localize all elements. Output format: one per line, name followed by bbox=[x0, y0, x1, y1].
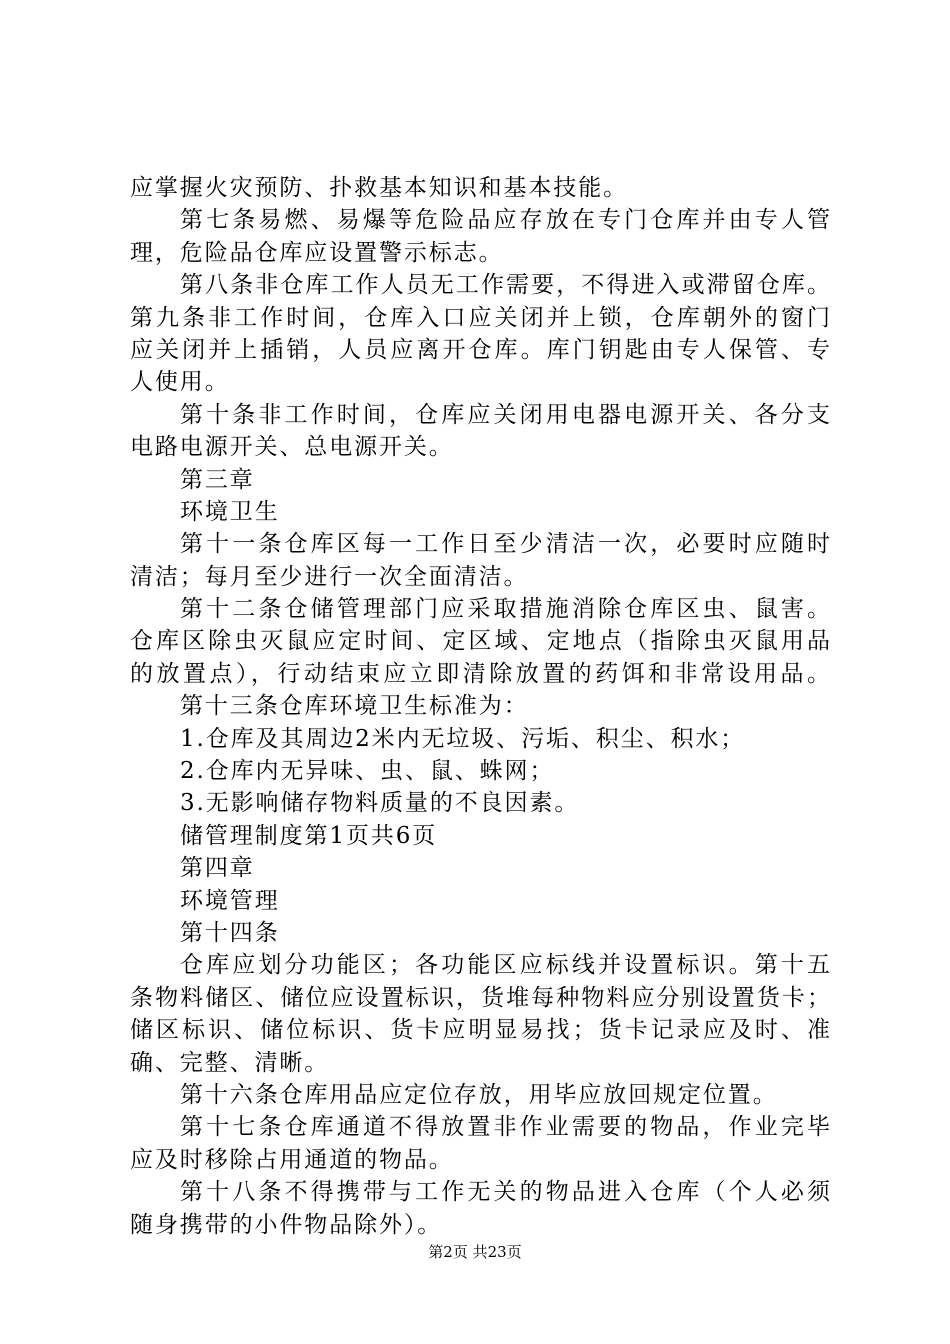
text-line: 清洁；每月至少进行一次全面清洁。 bbox=[130, 563, 529, 590]
text-line: 2.仓库内无异味、虫、鼠、蛛网； bbox=[180, 758, 555, 785]
text-line: 仓库应划分功能区；各功能区应标线并设置标识。第十五 bbox=[180, 952, 830, 979]
text-line: 第九条非工作时间，仓库入口应关闭并上锁，仓库朝外的窗门 bbox=[130, 304, 830, 331]
text-line: 第十一条仓库区每一工作日至少清洁一次，必要时应随时 bbox=[180, 531, 830, 558]
page-footer: 第2页 共23页 bbox=[428, 1243, 522, 1261]
text-line: 储区标识、储位标识、货卡应明显易找；货卡记录应及时、准 bbox=[130, 1017, 830, 1044]
text-line: 应关闭并上插销，人员应离开仓库。库门钥匙由专人保管、专 bbox=[130, 336, 830, 363]
text-line: 人使用。 bbox=[130, 369, 230, 396]
text-line: 条物料储区、储位应设置标识，货堆每种物料应分别设置货卡； bbox=[130, 984, 830, 1011]
text-line: 应及时移除占用通道的物品。 bbox=[130, 1146, 454, 1173]
text-line: 第七条易燃、易爆等危险品应存放在专门仓库并由专人管 bbox=[180, 207, 830, 234]
text-line: 环境卫生 bbox=[180, 498, 280, 525]
text-line: 第十二条仓储管理部门应采取措施消除仓库区虫、鼠害。 bbox=[180, 596, 830, 623]
text-line: 第三章 bbox=[180, 466, 255, 493]
text-line: 电路电源开关、总电源开关。 bbox=[130, 434, 454, 461]
text-line: 的放置点），行动结束应立即清除放置的药饵和非常设用品。 bbox=[130, 660, 830, 687]
text-line: 第十八条不得携带与工作无关的物品进入仓库（个人必须 bbox=[180, 1179, 830, 1206]
text-line: 储管理制度第1页共6页 bbox=[180, 822, 438, 849]
text-line: 第八条非仓库工作人员无工作需要，不得进入或滞留仓库。 bbox=[180, 272, 830, 299]
text-line: 第十七条仓库通道不得放置非作业需要的物品，作业完毕 bbox=[180, 1114, 830, 1141]
text-line: 第四章 bbox=[180, 855, 255, 882]
text-line: 仓库区除虫灭鼠应定时间、定区域、定地点（指除虫灭鼠用品 bbox=[130, 628, 830, 655]
text-line: 第十六条仓库用品应定位存放，用毕应放回规定位置。 bbox=[180, 1081, 778, 1108]
text-line: 环境管理 bbox=[180, 887, 280, 914]
document-body bbox=[130, 172, 830, 1241]
text-line: 第十四条 bbox=[180, 919, 280, 946]
text-line: 1.仓库及其周边2米内无垃圾、污垢、积尘、积水； bbox=[180, 725, 746, 752]
text-line: 确、完整、清晰。 bbox=[130, 1049, 330, 1076]
text-line: 3.无影响储存物料质量的不良因素。 bbox=[180, 790, 580, 817]
text-line: 应掌握火灾预防、扑救基本知识和基本技能。 bbox=[130, 175, 628, 201]
text-line: 理，危险品仓库应设置警示标志。 bbox=[130, 239, 504, 266]
text-line: 第十三条仓库环境卫生标准为： bbox=[180, 693, 529, 720]
text-line: 第十条非工作时间，仓库应关闭用电器电源开关、各分支 bbox=[180, 401, 830, 428]
text-line: 随身携带的小件物品除外）。 bbox=[130, 1211, 443, 1238]
